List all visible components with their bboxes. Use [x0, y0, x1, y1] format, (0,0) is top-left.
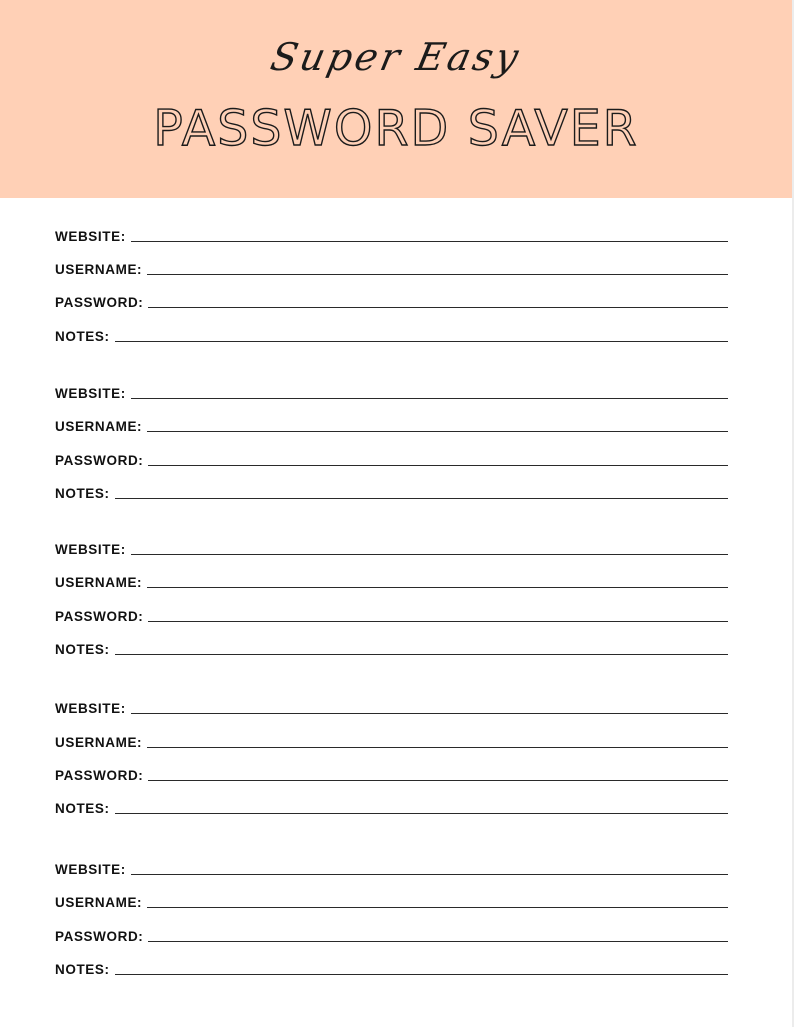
- username-line[interactable]: [147, 431, 728, 432]
- notes-label: NOTES:: [55, 961, 110, 977]
- password-label: PASSWORD:: [55, 928, 144, 944]
- password-field[interactable]: [55, 922, 728, 944]
- username-line[interactable]: [147, 274, 728, 275]
- website-line[interactable]: [131, 713, 728, 714]
- username-label: USERNAME:: [55, 734, 143, 750]
- header-band: [0, 0, 792, 198]
- notes-line[interactable]: [115, 974, 728, 975]
- website-label: WEBSITE:: [55, 385, 126, 401]
- website-line[interactable]: [131, 874, 728, 875]
- website-field[interactable]: [55, 379, 728, 401]
- username-field[interactable]: [55, 728, 728, 750]
- password-field[interactable]: [55, 446, 728, 468]
- password-line[interactable]: [148, 780, 728, 781]
- notes-line[interactable]: [115, 498, 728, 499]
- username-line[interactable]: [147, 907, 728, 908]
- username-field[interactable]: [55, 568, 728, 590]
- notes-label: NOTES:: [55, 641, 110, 657]
- header-subtitle: Super Easy: [266, 35, 526, 79]
- username-field[interactable]: [55, 255, 728, 277]
- website-line[interactable]: [131, 241, 728, 242]
- username-line[interactable]: [147, 587, 728, 588]
- username-line[interactable]: [147, 747, 728, 748]
- notes-line[interactable]: [115, 813, 728, 814]
- notes-label: NOTES:: [55, 800, 110, 816]
- website-label: WEBSITE:: [55, 228, 126, 244]
- username-label: USERNAME:: [55, 261, 143, 277]
- website-field[interactable]: [55, 855, 728, 877]
- website-line[interactable]: [131, 554, 728, 555]
- notes-field[interactable]: [55, 955, 728, 977]
- notes-field[interactable]: [55, 322, 728, 344]
- password-label: PASSWORD:: [55, 608, 144, 624]
- username-label: USERNAME:: [55, 894, 143, 910]
- username-field[interactable]: [55, 888, 728, 910]
- username-label: USERNAME:: [55, 418, 143, 434]
- notes-label: NOTES:: [55, 485, 110, 501]
- password-field[interactable]: [55, 761, 728, 783]
- website-label: WEBSITE:: [55, 541, 126, 557]
- password-line[interactable]: [148, 307, 728, 308]
- password-label: PASSWORD:: [55, 767, 144, 783]
- password-field[interactable]: [55, 602, 728, 624]
- notes-line[interactable]: [115, 654, 728, 655]
- website-line[interactable]: [131, 398, 728, 399]
- notes-label: NOTES:: [55, 328, 110, 344]
- password-line[interactable]: [148, 621, 728, 622]
- password-field[interactable]: [55, 288, 728, 310]
- notes-field[interactable]: [55, 794, 728, 816]
- website-label: WEBSITE:: [55, 700, 126, 716]
- password-line[interactable]: [148, 941, 728, 942]
- website-field[interactable]: [55, 535, 728, 557]
- username-field[interactable]: [55, 412, 728, 434]
- header-title: PASSWORD SAVER: [153, 100, 639, 157]
- website-field[interactable]: [55, 694, 728, 716]
- username-label: USERNAME:: [55, 574, 143, 590]
- website-label: WEBSITE:: [55, 861, 126, 877]
- website-field[interactable]: [55, 222, 728, 244]
- notes-field[interactable]: [55, 479, 728, 501]
- notes-field[interactable]: [55, 635, 728, 657]
- password-line[interactable]: [148, 465, 728, 466]
- password-label: PASSWORD:: [55, 452, 144, 468]
- password-label: PASSWORD:: [55, 294, 144, 310]
- notes-line[interactable]: [115, 341, 728, 342]
